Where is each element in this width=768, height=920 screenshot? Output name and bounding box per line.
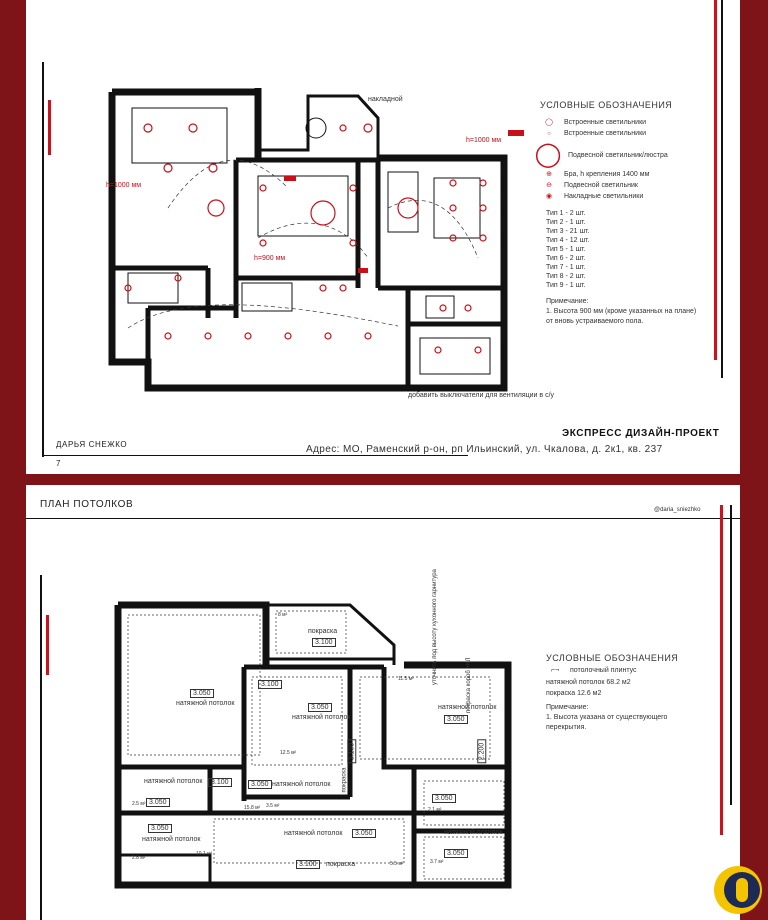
- ceiling-finish-label: натяжной потолок: [438, 704, 497, 711]
- ceiling-height-label: 3.050: [190, 689, 214, 698]
- ceiling-plan-sheet: [26, 485, 740, 920]
- wall-sconce-icon: ⊕: [546, 171, 552, 178]
- red-accent-bar-right: [720, 505, 723, 835]
- room-area-label: 2.5 м²: [132, 801, 146, 807]
- black-margin-line-right: [721, 0, 723, 378]
- project-title: ЭКСПРЕСС ДИЗАЙН-ПРОЕКТ: [562, 428, 720, 439]
- room-area-label: 3.7 м²: [430, 859, 444, 865]
- ceiling-height-label: 3.050: [146, 798, 170, 807]
- mount-height-label: h=1000 мм: [106, 182, 142, 189]
- ceiling-height-label: 3.100: [312, 638, 336, 647]
- ceiling-finish-label: покраска: [308, 628, 338, 635]
- ceiling-height-label: 3.050: [308, 703, 332, 712]
- note-line: 1. Высота указана от существующего: [546, 714, 668, 721]
- red-accent-bar-right: [714, 0, 717, 360]
- legend-item: ◯ Подвесной светильник/люстра: [534, 141, 668, 168]
- legend-item: ◯ Встроенные светильники: [540, 118, 646, 126]
- room-area-label: 5.5 м²: [390, 861, 404, 867]
- paint-label: покраска: [341, 767, 348, 793]
- ceiling-finish-label: натяжной потолок: [176, 700, 235, 707]
- ceiling-finish-label: натяжной потолок: [444, 829, 503, 836]
- room-area-label: 2.8 м²: [132, 855, 146, 861]
- ceiling-height-label: 3.050: [148, 824, 172, 833]
- ceiling-finish-label: натяжной потолок: [272, 781, 331, 788]
- room-area-label: 8 м²: [278, 612, 288, 618]
- ceiling-height-label: 3.050: [432, 794, 456, 803]
- ceiling-height-label: 3.050: [444, 715, 468, 724]
- type-count: Тип 4 - 12 шт.: [546, 237, 590, 244]
- area-summary: покраска 12.6 м2: [546, 690, 602, 697]
- legend-item: ⊖ Подвесной светильник: [540, 181, 638, 189]
- recessed-light-icon: ◯: [545, 119, 553, 126]
- ceiling-height-label: 3.050: [352, 829, 376, 838]
- red-accent-bar: [46, 615, 49, 675]
- ceiling-height-label: 3.050: [444, 849, 468, 858]
- ceiling-height-label: 2.200: [477, 740, 486, 764]
- mount-height-label: h=900 мм: [254, 255, 286, 262]
- author-name: ДАРЬЯ СНЕЖКО: [56, 440, 128, 449]
- type-count: Тип 3 - 21 шт.: [546, 228, 590, 235]
- legend-item: ◉ Накладные светильники: [540, 192, 643, 200]
- surface-light-icon: ◉: [545, 193, 553, 200]
- ceiling-finish-label: покраска: [326, 861, 356, 868]
- ceiling-height-label: 3.100: [258, 680, 282, 689]
- legend-item: ⌐¬ потолочный плинтус: [546, 667, 637, 674]
- type-count: Тип 7 - 1 шт.: [546, 264, 586, 271]
- ceiling-plinth-icon: ⌐¬: [550, 667, 560, 674]
- room-area-label: 12.5 м²: [280, 750, 297, 756]
- room-area-label: 3.5 м²: [266, 803, 280, 809]
- ceiling-finish-label: натяжной потолок: [292, 714, 351, 721]
- room-area-label: 15.8 м²: [244, 805, 261, 811]
- ceiling-finish-label: натяжной потолок: [142, 836, 201, 843]
- ceiling-height-label: 3.100: [347, 740, 356, 764]
- ceiling-height-label: 3.050: [248, 780, 272, 789]
- legend-title: УСЛОВНЫЕ ОБОЗНАЧЕНИЯ: [540, 100, 673, 110]
- ceiling-height-label: 3.100: [296, 860, 320, 869]
- recessed-light-small-icon: ○: [547, 130, 551, 137]
- footer-rule: [42, 455, 468, 456]
- note-line: от вновь устраиваемого пола.: [546, 318, 644, 325]
- ceiling-height-label: 3.100: [208, 778, 232, 787]
- legend-title: УСЛОВНЫЕ ОБОЗНАЧЕНИЯ: [546, 653, 679, 663]
- legend-item: ⊕ Бра, h крепления 1400 мм: [540, 170, 649, 178]
- black-margin-line: [40, 575, 42, 920]
- legend-item: ○ Встроенные светильники: [540, 130, 646, 137]
- mount-height-label: h=1000 мм: [466, 137, 502, 144]
- ceiling-finish-label: натяжной потолок: [284, 830, 343, 837]
- overhead-label: накладной: [368, 96, 403, 103]
- brand-logo-icon: [712, 864, 764, 916]
- header-rule: [26, 518, 740, 519]
- type-count: Тип 9 - 1 шт.: [546, 282, 586, 289]
- room-area-label: 11.5 м²: [398, 676, 414, 682]
- ceiling-finish-label: натяжной потолок: [144, 778, 203, 785]
- type-count: Тип 6 - 2 шт.: [546, 255, 586, 262]
- type-count: Тип 2 - 1 шт.: [546, 219, 586, 226]
- note-title: Примечание:: [546, 704, 589, 711]
- note-line: 1. Высота 900 мм (кроме указанных на плане): [546, 308, 697, 315]
- note-title: Примечание:: [546, 298, 589, 305]
- page-title: ПЛАН ПОТОЛКОВ: [40, 499, 134, 510]
- lighting-plan-sheet: [26, 0, 740, 474]
- kitchen-height-note: уточнить под высоту кухонного гарнитура: [432, 569, 438, 685]
- page-number: 7: [56, 459, 61, 468]
- type-count: Тип 1 - 2 шт.: [546, 210, 586, 217]
- area-summary: натяжной потолок 68.2 м2: [546, 679, 631, 686]
- type-count: Тип 5 - 1 шт.: [546, 246, 586, 253]
- project-address: Адрес: МО, Раменский р-он, рп Ильинский, ул. Чкалова, д. 2к1, кв. 237: [306, 444, 663, 455]
- pendant-small-icon: ⊖: [546, 182, 552, 189]
- red-accent-bar: [48, 100, 51, 155]
- black-margin-line: [42, 62, 44, 457]
- vent-switch-note: добавить выключатели для вентиляции в с/у: [408, 392, 555, 399]
- author-handle: @daria_sniezhko: [654, 507, 701, 513]
- type-count: Тип 8 - 2 шт.: [546, 273, 586, 280]
- note-line: перекрытия.: [546, 724, 587, 731]
- pendant-light-icon: ◯: [534, 141, 562, 168]
- lighting-floor-plan: [108, 88, 528, 400]
- room-area-label: 10.1 м²: [196, 851, 213, 857]
- box-paint-note: покраска короб +КЛ: [466, 657, 472, 713]
- black-margin-line-right: [730, 505, 732, 805]
- room-area-label: 2.1 м²: [428, 807, 442, 813]
